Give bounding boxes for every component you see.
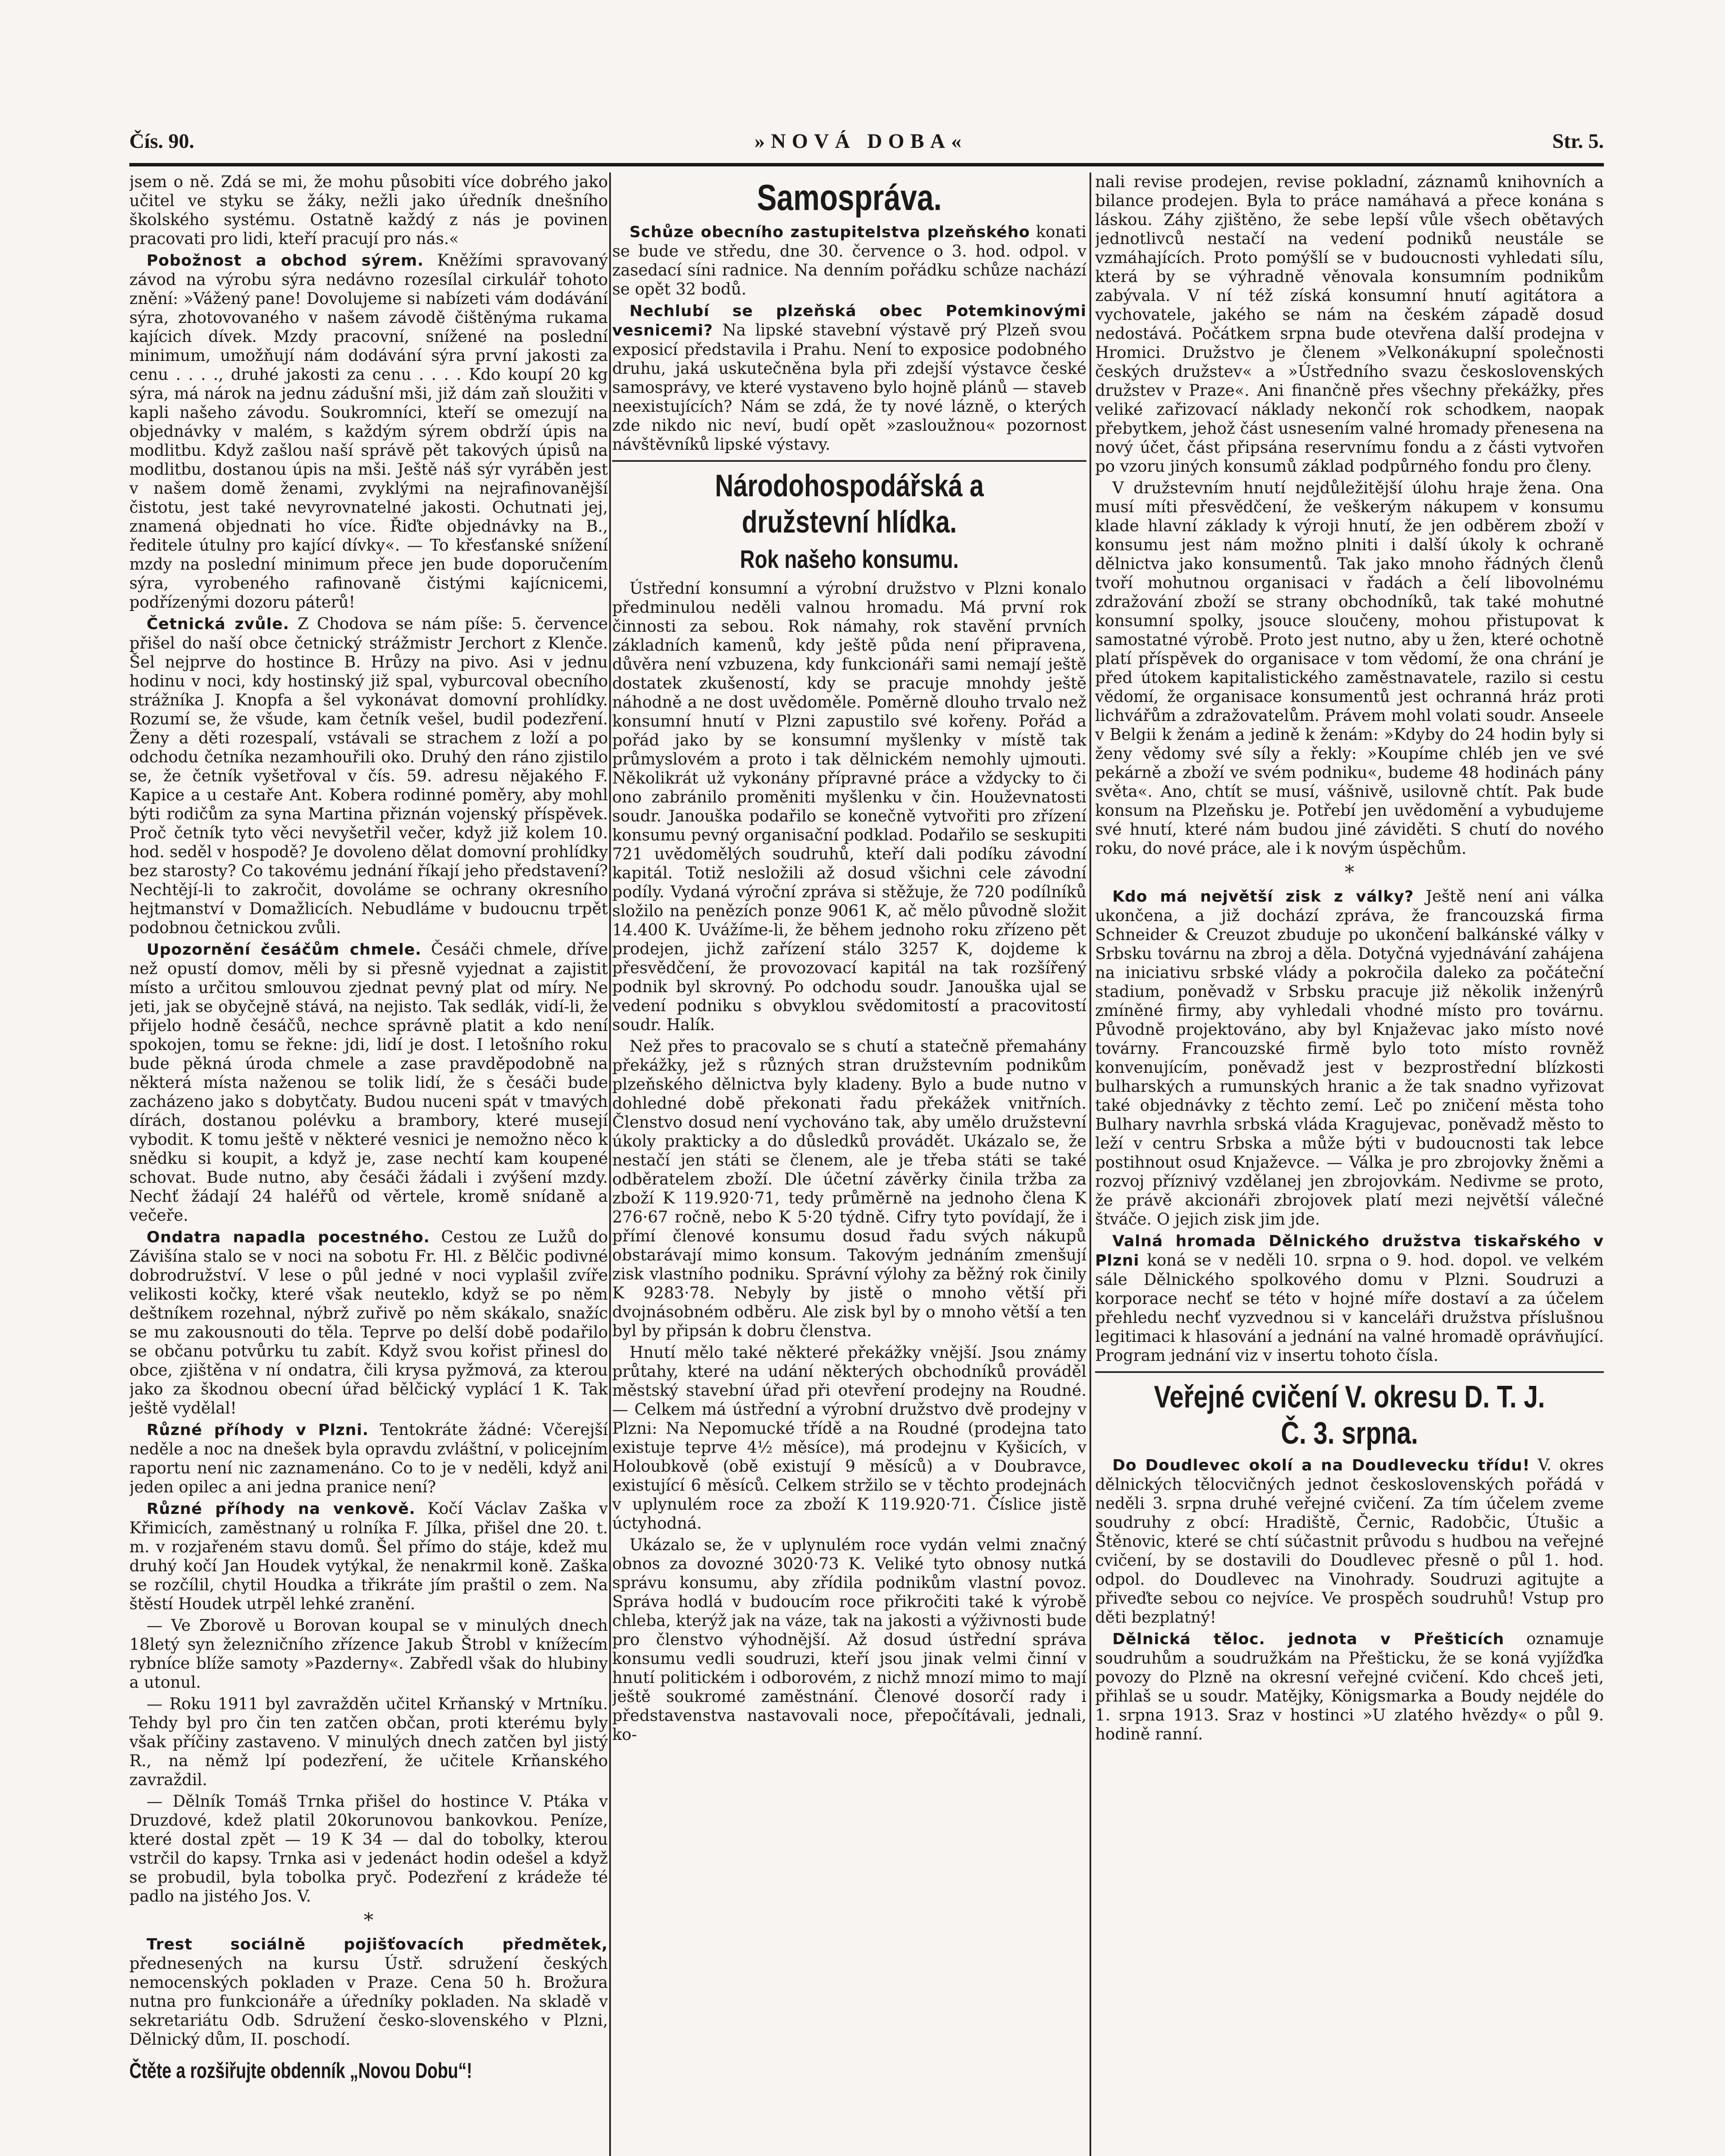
news-mrtnik: — Roku 1911 byl zavražděn učitel Krňanský v Mrtníku. Tehdy byl pro čin ten zatčen občan, proti kterému byly však příčiny zastaveno. V minulých dnech zatčen byl jistý R., na němž lpí podezření, že učitele Krňanského zavraždil. [129,1695,608,1789]
promo-line: Čtěte a rozšiřujte obdenník „Novou Dobu“! [129,2059,473,2083]
news-zborov: — Ve Zborově u Borovan koupal se v minulých dnech 18letý syn železničního zřízence Jakub Štrobl v knížecím rybníce blíže samoty »Pazderny«. Zabředl však do hlubiny a utonul. [129,1616,608,1692]
section-star: * [1345,862,1354,884]
article-cesaci-heading: Upozornění česáčům chmele. [147,941,422,959]
konsum-paragraph-5: nali revise prodejen, revise pokladní, záznamů knihovních a bilance prodejen. Byla to práce namáhavá a přece konána s láskou. Záhy zjištěno, že sebe lepší vůle všech obětavých jednotlivců nestačí na vedení podniků neustále se vzmáhajících. Proto pomýšlí se v budoucnosti vyhledati sílu, která by se výhradně věnovala konsumním podnikům zabývala. V ní též získá konsumní hnutí agitátora a vychovatele, jakého se nám na českém západě dosud nedostává. Počátkem srpna bude otevřena další prodejna v Hromici. Družstvo je členem »Velkonákupní společnosti českých družstev« a »Ústředního svazu československých družstev v Praze«. Ani finančně přes všechny překážky, přes veliké zařizovací náklady nekončí rok schodkem, naopak přebytkem, jehož část usnesením valné hromady přenesena na nový účet, část připsána reservnímu fondu a z části vytvořen po vzoru jiných konsumů základ podpůrného fondu pro členy. [1095,172,1604,476]
article-ondatra-heading: Ondatra napadla pocestného. [147,1228,430,1246]
article-prestice: Dělnická těloc. jednota v Přešticích oznamuje soudruhům a soudružkám na Přešticku, že se koná vyjížďka povozy do Plzně na okresní veřejné cvičení. Kdo chceš jeti, přihlaš se u soudr. Matějky, Königsmarka a Boudy nejdéle do 1. srpna 1913. Sraz v hostinci »U zlatého hvězdy« o půl 9. hodině ranní. [1095,1630,1604,1743]
article-schuze-heading: Schůze obecního zastupitelstva plzeňského [629,223,1030,241]
article-prestice-heading: Dělnická těloc. jednota v Přešticích [1112,1630,1505,1648]
article-valna-heading: Valná hromada Dělnického družstva tiskařského v Plzni [1095,1232,1604,1269]
article-continuation: jsem o ně. Zdá se mi, že mohu působiti více dobrého jako učitel ve styku se žáky, nežli jako úředník dnešního školského systému. Ostatně každý z nás je povinen pracovati pro lidi, kteří pracují pro nás.« [129,172,608,248]
article-prihody-venkov: Různé příhody na venkově. Kočí Václav Zaška v Křimicích, zaměstnaný u rolníka F. Jílka, přišel dne 20. t. m. v rozjařeném stavu domů. Šel přímo do stáje, kdež mu druhý kočí Jan Houdek vytýkal, že nenakrmil koně. Zaška se rozčílil, chytil Houdka a třikráte jím praštil o zem. Na štěstí Houdek utrpěl lehké zranění. [129,1499,608,1613]
article-potemkin-heading: Nechlubí se plzeňská obec Potemkinovými vesnicemi? [612,302,1086,339]
article-trest-heading: Trest sociálně pojišťovacích předmětek, [147,1936,608,1953]
article-syr: Pobožnost a obchod sýrem. Kněžími spravovaný závod na výrobu sýra nedávno rozesílal cirkulář tohoto znění: »Vážený pane! Dovolujeme si nabízeti vám dodávání sýra, zhotovovaného v našem závodě čištěnýma rukama kajícich dívek. Mzdy pracovní, snížené na poslední minimum, umožňují nám dodávání sýra první jakosti za cenu . . . ., druhé jakosti za cenu . . . . Kdo koupí 20 kg sýra, má nárok na jednu zádušní mši, již dám zaň sloužiti v kapli našeho závodu. Soukromníci, kteří se omezují na objednávky v malém, s každým sýrem obdrží úpis na modlitbu. Když zašlou naší správě pět takových úpisů na modlitbu, dostanou úpis na mši. Ještě náš sýr vyráběn jest v našem domě ženami, zvyklými na nejrafinovanější čistotu, jest také nevyrovnatelné jakosti. Ochutnati jej, znamená objednati ho více. Řiďte objednávky na B., ředitele útulny pro kající dívky«. — To křesťanské snížení mzdy na poslední minimum přece jen bude doporučením sýra, vyrobeného rafinovaně čistými kajícnicemi, podřízenými dozoru páterů! [129,251,608,611]
section-title-samosprava: Samospráva. [757,177,942,218]
page-number: Str. 5. [1552,130,1604,153]
masthead: »NOVÁ DOBA« [754,130,968,153]
article-doudlevce: Do Doudlevec okolí a na Doudlevecku třídu! V. okres dělnických tělocvičných jednot československých pořádá v neděli 3. srpna druhé veřejné cvičení. Za tím účelem zveme soudruhy z obcí: Hradiště, Černic, Radobčic, Útušic a Štěnovic, které se chtí súčastnit průvodu s hudbou na veřejné cvičení, by se dostavili do Doudlevec přesně o půl 1. hod. odpol. do Doudlevec na Vinohrady. Soudruzi agitujte a přiveďte sebou co nejvíce. Ve prospěch soudruhů! Vstup pro děti bezplatný! [1095,1456,1604,1626]
section-title-hlidka: Národohospodářská a družstevní hlídka. [715,469,984,539]
konsum-paragraph-2: Než přes to pracovalo se s chutí a statečně přemahány překážky, jež s různých stran družstevním podnikům plzeňského dělnictva byly kladeny. Bylo a bude nutno v dohledné době překonati řadu překážek vnitřních. Členstvo dosud není vychováno tak, aby umělo družstevní úkoly prakticky a do důsledků provádět. Ukázalo se, že nestačí jen státi se členem, ale je třeba státi se také odběratelem zboží. Dle účetní závěrky činila tržba za zboží K 119.920·71, tedy průměrně na jednoho člena K 276·67 ročně, nebo K 5·20 týdně. Cifry tyto povídají, že i přímí členové konsumu dosud řadu svých nákupů obstarávají mimo konsum. Takovým jednáním zmenšují zisk vlastního podniku. Správní výlohy za běžný rok činily K 9283·78. Nebyly by jistě o mnoho větší při dvojnásobném odběru. Ale zisk byl by o mnoho větší a ten byl by připsán k dobru členstva. [612,1037,1086,1340]
section-rule [612,460,1086,462]
column-3 [1095,172,1604,2156]
article-cetnicka-zvule: Četnická zvůle. Z Chodova se nám píše: 5. července přišel do naší obce četnický strážmistr Jerchort z Klenče. Šel nejprve do hostince B. Hrůzy na pivo. Asi v jednu hodinu v noci, kdy hostinský již spal, vyburcoval obecního strážníka J. Knopfa a šel vykonávat domovní prohlídky. Rozumí se, že všude, kam četník vešel, budil podezření. Ženy a děti rozespalí, vstávali se strachem z loží a po odchodu četníka nezamhouřili oko. Druhý den ráno zjistilo se, že četník vyšetřoval v čís. 59. adresu nějakého F. Kapice a u cestaře Ant. Kobera rodinné poměry, aby mohl býti rodičům za syna Martina přiznán vojenský příspěvek. Proč četník tyto věci nevyšetřil večer, když již kolem 10. hod. seděl v hospodě? Je dovoleno dělat domovní prohlídky bez starosty? Co takovému jednání říkají jeho představení? Nechtějí-li to zakročit, dovoláme se ochrany okresního hejtmanství v Domažlicích. Nebudláme v budoucnu trpět podobnou četnickou zvůli. [129,614,608,937]
konsum-paragraph-4: Ukázalo se, že v uplynulém roce vydán velmi značný obnos za dovozné 3020·73 K. Veliké tyto obnosy nutká správu konsumu, aby zřídila podnikům vlastní povoz. Správa hodlá v budoucím roce přikročiti také k výrobě chleba, kterýž jak na váze, tak na jakosti a výživnosti bude pro členstvo výhodnější. Až dosud ústřední správa konsumu vedli soudruzi, kteří jsou jinak velmi činní v hnutí politickém i odborovém, z nichž mnozí mimo to mají ještě soukromé zaměstnání. Členové dosorčí rady i představenstva nastavovali noce, přepočítávali, jednali, ko- [612,1536,1086,1744]
article-cetnicka-heading: Četnická zvůle. [147,615,290,633]
article-valna-hromada: Valná hromada Dělnického družstva tiskařského v Plzni koná se v neděli 10. srpna o 9. hod. dopol. ve velkém sále Dělnického spolkového domu v Plzni. Soudruzi a korporace nechť se této v hojné míře dostaví a za účelem přehledu nechť vyzvednou si v kanceláři družstva příslušnou legitimaci k hlasování a jednání na valné hromadě oprávňující. Program jednání viz v insertu tohoto čísla. [1095,1232,1604,1365]
section-star: * [364,1909,373,1931]
news-druzdova: — Dělník Tomáš Trnka přišel do hostince V. Ptáka v Druzdové, kdež platil 20korunovou bankovkou. Peníze, které dostal zpět — 19 K 34 — dal do tobolky, kterou vstrčil do kapsy. Trnka asi v jedenáct hodin odešel a když se probudil, byla tobolka pryč. Podezření z krádeže té padlo na jistého Jos. V. [129,1792,608,1905]
article-prihody-venkov-heading: Různé příhody na venkově. [147,1500,416,1518]
article-potemkin: Nechlubí se plzeňská obec Potemkinovými vesnicemi? Na lipské stavební výstavě prý Plzeň svou exposicí představila i Prahu. Není to exposice podobného druhu, jaká uskutečněna byla při zdejší výstavce české samosprávy, ve které vystaveno bylo hojně plánů — staveb neexistujících? Nám se zdá, že ty nové lázně, o kterých zde nikdo nic neví, budí opět »zasloužnou« pozornost návštěvníků lipské výstavy. [612,302,1086,454]
column-rule-1 [609,172,611,2156]
article-syr-heading: Pobožnost a obchod sýrem. [147,252,424,270]
article-zisk-heading: Kdo má největší zisk z války? [1112,888,1414,906]
konsum-paragraph-6: V družstevním hnutí nejdůležitější úlohu hraje žena. Ona musí míti přesvědčení, že veškerým nákupem v konsumu klade hlavní základy k výroji hnutí, že jen odběrem zboží v konsumu jest nám možno plniti i další úkoly k ochraně dělnictva jako konsumentů. Tak jako mnoho řádných členů tvoří mohutnou organisaci v řadách a čelí libovolnému zdražování zboží se strany obchodníků, tak také mohutné konsumní spolky, jsouce sloučeny, mohou přistupovat k samostatné výrobě. Proto jest nutno, aby u žen, které ochotně platí příspěvek do organisace v tom vědomí, že ona chrání je před útokem kapitalistického zaměstnavatele, razilo si cestu vědomí, že organisace konsumentů jest ochranná hráz proti lichvářům a zdražovatelům. Právem mohl volati soudr. Anseele v Belgii k ženám a jedině k ženám: »Kdyby do 24 hodin byly si ženy vědomy své síly a řekly: »Koupíme chléb jen ve své pekárně a zboží ve svém podniku«, budeme 48 hodinách pány světa«. Ano, chtít se musí, vášnivě, usilovně chtít. Pak bude konsum na Plzeňsku je. Potřebí jen uvědomění a vybudujeme své hnutí, které nám budou jiné záviděti. S chutí do nového roku, do nové práce, ale i k novým úspěchům. [1095,479,1604,858]
konsum-paragraph-1: Ústřední konsumní a výrobní družstvo v Plzni konalo předminulou neděli valnou hromadu. Má první rok činnosti za sebou. Rok námahy, rok stavění prvních základních kamenů, kdy ještě půda není připravena, důvěra není vzbuzena, kdy funkcionáři sami nemají ještě dostatek zkušeností, kdy se pracuje mnohdy ještě náhodně a ne dost uvědoměle. Poměrně dlouho trvalo než konsumní hnutí v Plzni zapustilo své kořeny. Pořád a pořád jako by se konsumní myšlenky v místě tak průmyslovém a proto i tak dělnickém nemohly ujmouti. Několikrát už vykonány přípravné práce a vždycky to či ono zabránilo proměniti myšlenku v čin. Houževnatosti soudr. Janouška podařilo se konečně vytvořiti pro zřízení konsumu pevný organisační podklad. Podařilo se seskupiti 721 uvědomělých soudruhů, kteří dali podíku závodní kapitál. Totiž nesložili až dosud všichni cele závodní podíly. Vydaná výroční zpráva si stěžuje, že 720 podílníků složilo na penězích ponze 9061 K, ač mělo původně složit 14.400 K. Uvážíme-li, že během jednoho roku zřízeno pět prodejen, jichž zařízení stálo 3257 K, dojdeme k přesvědčení, že provozovací kapitál na tak rozšířený podnik byl skrovný. Po odchodu soudr. Janouška ujal se vedení podniku s obvyklou svědomitostí a pracovitostí soudr. Halík. [612,579,1086,1034]
column-2 [612,172,1086,2156]
article-doudlevce-heading: Do Doudlevec okolí a na Doudlevecku třídu! [1112,1457,1530,1474]
article-title-konsum: Rok našeho konsumu. [740,545,959,573]
section-rule [1095,1371,1604,1373]
column-1 [129,172,608,2156]
issue-number: Čís. 90. [129,130,194,153]
header-rule [129,163,1604,166]
page-header [129,129,1604,160]
article-zisk-z-valky: Kdo má největší zisk z války? Ještě není ani válka ukončena, a již dochází zpráva, že francouzská firma Schneider & Creuzot zbuduje po ukončení balkánské války v Srbsku továrnu na zbroj a děla. Dotyčná vyjednávání zahájena na iniciativu srbské vlády a pokročila daleko za počáteční stadium, poněvadž v Srbsku pracuje již několik inženýrů zmíněné firmy, aby vyhledali vhodné místo pro továrnu. Původně projektováno, aby byl Knjaževac jako místo nové továrny. Francouzské firmě bylo toto místo rovněž konvenujícím, poněvadž jest v bezprostřední blízkosti bulharských a rumunských hranic a že tak snadno vyřizovat také objednávky z těchto zemí. Leč po zničení města toho Bulhary navrhla srbská vláda Kragujevac, poněvadž město to leží v centru Srbska a může býti v budoucnosti tak lebce postihnout osud Knjaževce. — Válka je pro zbrojovky žněmi a rozvoj příznivý vzdělanej jen zbrojovkám. Nedivme se proto, že právě akcionáři zbrojovek platí mezi největší válečné štváče. O jejich zisk jim jde. [1095,887,1604,1228]
column-rule-2 [1089,172,1091,2156]
article-ondatra: Ondatra napadla pocestného. Cestou ze Lužů do Závišína stalo se v noci na sobotu Fr. Hl. z Bělčic podivné dobrodružství. V lese o půl jedné v noci vyplašil zvíře velikosti kočky, které však neuteklo, když se po něm deštníkem rozehnal, nýbrž zuřivě po něm skákalo, snažíc se mu zakousnouti do těla. Teprve po delší době podařilo se občanu potvůrku tu zabít. Když svou kořist přinesl do obce, zjištěna v ní ondatra, čili krysa pyžmová, za kterou jako za škodnou obecní úřad bělčický vyplácí 1 K. Tak ještě vydělal! [129,1228,608,1417]
article-prihody-plzen: Různé příhody v Plzni. Tentokráte žádné: Včerejší neděle a noc na dnešek byla opravdu zvláštní, v policejním raportu není nic zaznamenáno. Co to je v neděli, když ani jeden opilec a ani jedna pranice není? [129,1420,608,1496]
konsum-paragraph-3: Hnutí mělo také některé překážky vnější. Jsou známy průtahy, které na udání některých obchodníků prováděl městský stavební úřad při otevření prodejny na Roudné. — Celkem má ústřední a výrobní družstvo dvě prodejny v Plzni: Na Nepomucké třídě a na Roudné (prodejna tato existuje teprve 4½ měsíce), má prodejnu v Kyšicích, v Holoubkově (obě existují 9 měsíců) a v Doubravce, existující 6 měsíců. Celkem stržilo se v těchto prodejnách v uplynulém roce za zboží K 119.920·71. Číslice jistě úctyhodná. [612,1343,1086,1532]
article-trest: Trest sociálně pojišťovacích předmětek, přednesených na kursu Ústř. sdružení českých nemocenských pokladen v Praze. Cena 50 h. Brožura nutna pro funkcionáře a úředníky pokladen. Na skladě v sekretariátu Odb. Sdružení česko-slovenského v Plzni, Dělnický dům, II. poschodí. [129,1936,608,2049]
article-cesaci: Upozornění česáčům chmele. Česáči chmele, dříve než opustí domov, měli by si přesně vyjednat a zajistit místo a určitou smlouvou zjednat pevný plat od míry. Ne jeti, jak se obyčejně stává, na nejisto. Tak sedlák, vidí-li, že přijelo hodně česáčů, nechce správně platit a kdo není spokojen, tomu se řekne: jdi, lidí je dost. I letošního roku bude pěkná úroda chmele a zase pravděpodobně na některá místa naženou se tolik lidí, že s česáči bude zacházeno jako s dobytčaty. Budou nuceni spát v tmavých dírách, dostanou polévku a brambory, které musejí vybodit. K tomu ještě v některé vesnici je nemožno něco k snědku si koupit, a když je, zase nechtí kam koupené schovat. Bude nutno, aby česáči žádali i zvýšení mzdy. Nechť žádají 24 haléřů od věrtele, kromě snídaně a večeře. [129,940,608,1225]
section-title-cviceni: Veřejné cvičení V. okresu D. T. J. Č. 3. srpna. [1154,1380,1545,1451]
article-schuze: Schůze obecního zastupitelstva plzeňského konati se bude ve středu, dne 30. července o 3. hod. odpol. v zasedací síni radnice. Na denním pořádku schůze nachází se opět 32 bodů. [612,222,1086,298]
article-prihody-plzen-heading: Různé příhody v Plzni. [147,1421,369,1439]
